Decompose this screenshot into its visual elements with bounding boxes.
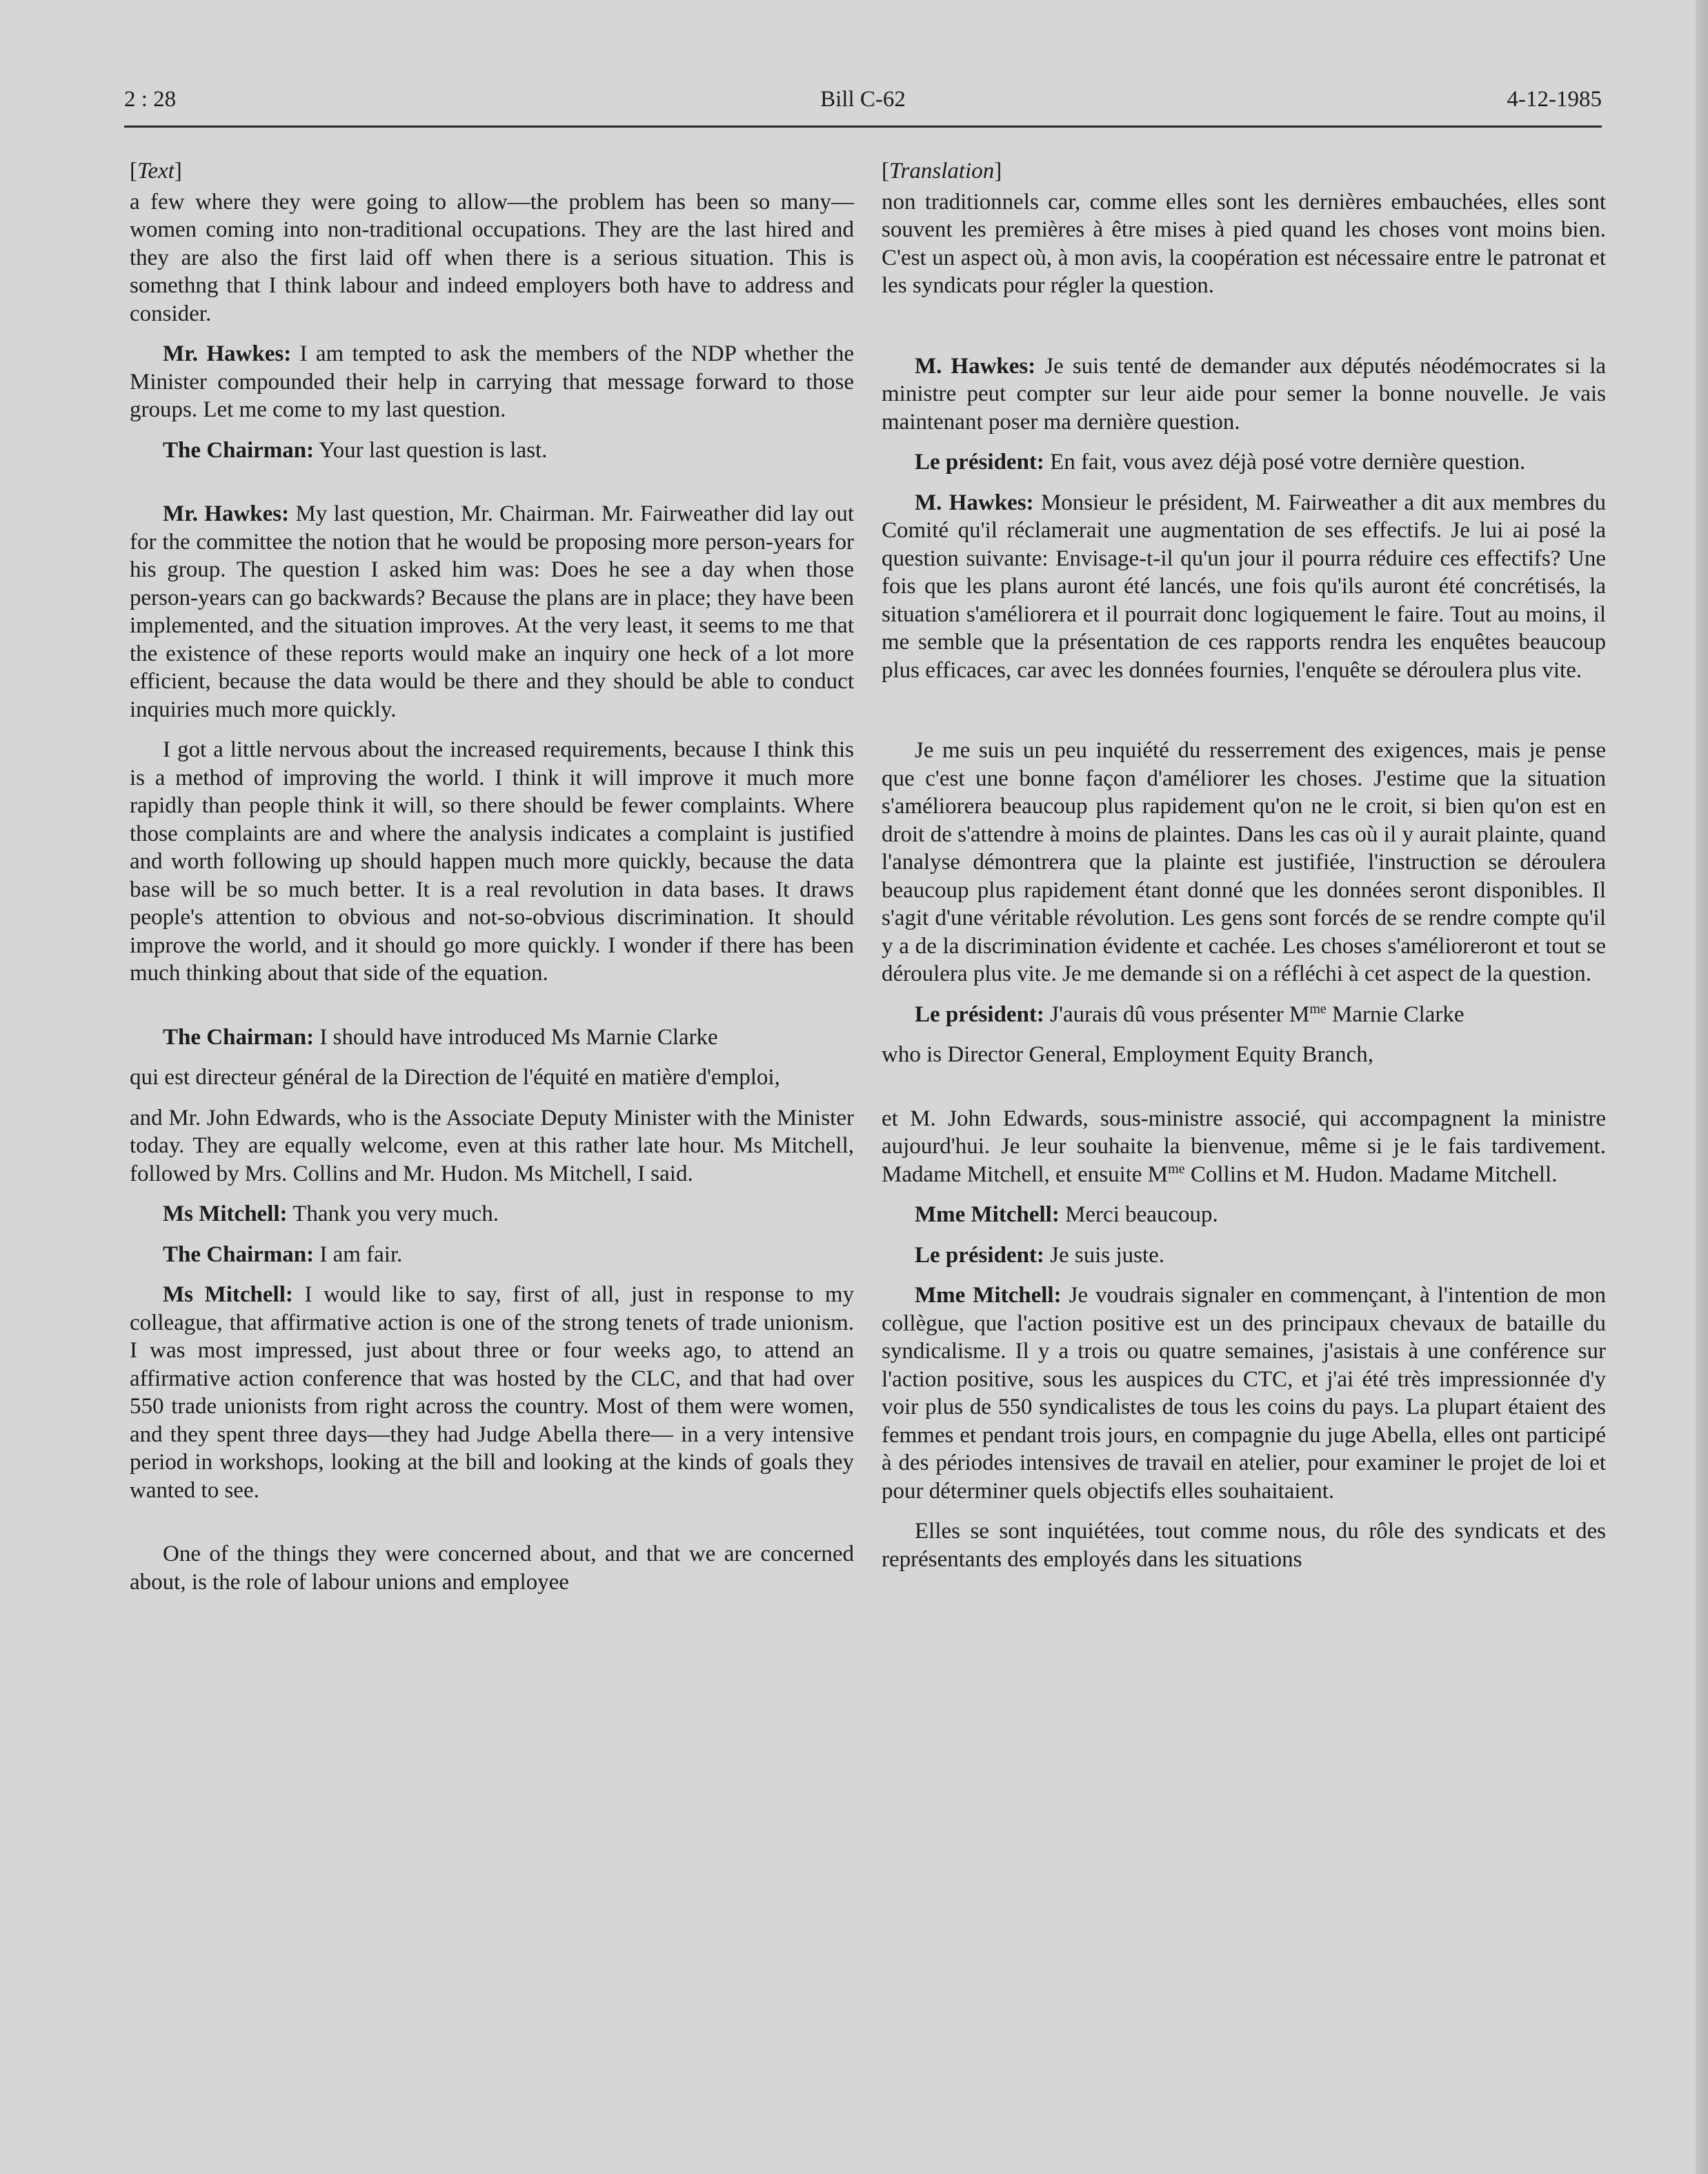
paragraph: I got a little nervous about the increased requirements, because I think this is a method of improving the world. I think it will improve it much more rapidly than people think it will, so there should be fewer complaints. Where those complaints are and where the analysis indicates a complaint is justified and worth following up should happen much more quickly, because the data base will be so much better. It is a real revolution in data bases. It draws people's attention to obvious and not-so-obvious discrimination. It should improve the world, and it should go more quickly. I wonder if there has been much thinking about that side of the equation. (130, 737, 854, 986)
speaker: M. Hawkes: (915, 490, 1034, 515)
text-tag: [Text] (130, 159, 182, 183)
paragraph: The Chairman: I should have introduced Ms Marnie Clarke (163, 1024, 718, 1050)
paragraph: et M. John Edwards, sous-ministre associé, qui accompagnent la ministre aujourd'hui. Je leur souhaite la bienvenue, même si je le fais tardivement. Madame Mitchell, et ensuite $M^{me}$ Collins et M. Hudon. Madame Mitchell. (882, 1106, 1606, 1187)
paragraph: Mr. Hawkes: I am tempted to ask the members of the NDP whether the Minister compounded their help in carrying that message forward to those groups. Let me come to my last question. (130, 341, 854, 422)
speaker: Ms Mitchell: (163, 1201, 288, 1226)
paragraph: M. Hawkes: Je suis tenté de demander aux députés néodémocrates si la ministre peut compter sur leur aide pour semer la bonne nouvelle. Je vais maintenant poser ma dernière question. (882, 353, 1607, 435)
paragraph: Mme Mitchell: Je voudrais signaler en commençant, à l'intention de mon collègue, que l'action positive est un des principaux chevaux de bataille du syndicalisme. Il y a trois ou quatre semaines, j'asistais à une conférence sur l'action positive, sous les auspices du CTC, et j'ai été très impressionnée d'y voir plus de 550 syndicalistes de tous les coins du pays. La plupart étaient des femmes et pendant trois jours, en compagnie du juge Abella, elles ont participé à des périodes intensives de travail en atelier, pour examiner le projet de loi et pour déterminer quels objectifs elles souhaitaient. (882, 1283, 1606, 1504)
paragraph: Le président: J'aurais dû vous présenter $M^{me}$ Marnie Clarke (915, 1001, 1464, 1027)
speaker: Mme Mitchell: (915, 1283, 1062, 1308)
paragraph: and Mr. John Edwards, who is the Associate Deputy Minister with the Minister today. They are equally welcome, even at this rather late hour. Ms Mitchell, followed by Mrs. Collins and Mr. Hudon. Ms Mitchell, I said. (130, 1105, 854, 1186)
speaker: The Chairman: (163, 1241, 315, 1267)
paragraph: who is Director General, Employment Equity Branch, (882, 1042, 1373, 1067)
speaker: Le président: (915, 450, 1044, 475)
paragraph: qui est directeur général de la Direction de l'équité en matière d'emploi, (130, 1065, 780, 1090)
speaker: Le président: (915, 1001, 1044, 1027)
bill-title: Bill C-62 (820, 87, 906, 112)
paragraph: The Chairman: Your last question is last. (163, 437, 548, 463)
translation-column (882, 157, 1606, 1586)
paragraph: Mme Mitchell: Merci beaucoup. (915, 1202, 1218, 1227)
speaker: Mr. Hawkes: (163, 501, 290, 526)
paragraph: One of the things they were concerned about, and that we are concerned about, is the role of labour unions and employee (130, 1542, 854, 1595)
paragraph: Le président: Je suis juste. (915, 1242, 1165, 1268)
speaker: M. Hawkes: (915, 353, 1036, 379)
paragraph: Elles se sont inquiétées, tout comme nous, du rôle des syndicats et des représentants des employés dans les situations (882, 1519, 1606, 1572)
header-date: 4-12-1985 (1507, 87, 1602, 112)
translation-tag: [Translation] (882, 159, 1002, 183)
speaker: Le président: (915, 1242, 1044, 1268)
english-column (130, 157, 854, 1608)
paragraph: The Chairman: I am fair. (163, 1241, 403, 1267)
speaker: Mr. Hawkes: (163, 341, 292, 366)
page-edge (1696, 0, 1708, 2174)
page-number: 2 : 28 (124, 87, 177, 112)
speaker: The Chairman: (163, 437, 315, 463)
paragraph: Le président: En fait, vous avez déjà posé votre dernière question. (915, 450, 1526, 475)
speaker: The Chairman: (163, 1024, 315, 1050)
page-header (124, 84, 1602, 128)
paragraph: non traditionnels car, comme elles sont les dernières embauchées, elles sont souvent les premières à être mises à pied quand les choses vont moins bien. C'est un aspect où, à mon avis, la coopération est nécessaire entre le patronat et les syndicats pour régler la question. (882, 189, 1606, 298)
paragraph: Je me suis un peu inquiété du resserrement des exigences, mais je pense que c'est une bonne façon d'améliorer les choses. J'estime que la situation s'améliorera beaucoup plus rapidement qu'on ne le croit, si bien qu'on est en droit de s'attendre à moins de plaintes. Dans les cas où il y aurait plainte, quand l'analyse démontrera que la plainte est justifiée, l'instruction se déroulera beaucoup plus rapidement étant donné que les données seront disponibles. Il s'agit d'une véritable révolution. Les gens sont forcés de se rendre compte qu'il y a de la discrimination évidente et cachée. Les choses s'amélioreront et tout se déroulera plus vite. Je me demande si on a réfléchi à cet aspect de la question. (882, 738, 1606, 986)
speaker: Ms Mitchell: (163, 1282, 293, 1307)
paragraph: Ms Mitchell: I would like to say, first of all, just in response to my colleague, that affirmative action is one of the strong tenets of trade unionism. I was most impressed, just about three or four weeks ago, to attend an affirmative action conference that was hosted by the CLC, and that had over 550 trade unionists from right across the country. Most of them were women, and they spent three days—they had Judge Abella there— in a very intensive period in workshops, looking at the bill and looking at the kinds of goals they wanted to see. (130, 1282, 854, 1503)
paragraph: M. Hawkes: Monsieur le président, M. Fairweather a dit aux membres du Comité qu'il réclamerait une augmentation de ses effectifs. Je lui ai posé la question suivante: Envisage-t-il qu'un jour il pourra réduire ces effectifs? Une fois que les plans auront été lancés, une fois qu'ils auront été concrétisés, la situation s'améliorera et il pourrait donc logiquement le faire. Tout au moins, il me semble que la présentation de ces rapports rendra les enquêtes beaucoup plus efficaces, car avec les données fournies, l'enquête se déroulera plus vite. (882, 490, 1607, 683)
paragraph: Mr. Hawkes: My last question, Mr. Chairman. Mr. Fairweather did lay out for the committee the notion that he would be proposing more person-years for his group. The question I asked him was: Does he see a day when those person-years can go backwards? Because the plans are in place; they have been implemented, and the situation improves. At the very least, it seems to me that the existence of these reports would make an inquiry one heck of a lot more efficient, because the data would be there and they should be able to conduct inquiries much more quickly. (130, 501, 854, 722)
paragraph: a few where they were going to allow—the problem has been so many—women coming into non-traditional occupations. They are the last hired and they are also the first laid off when there is a serious situation. This is somethng that I think labour and indeed employers both have to address and consider. (130, 189, 854, 326)
paragraph: Ms Mitchell: Thank you very much. (163, 1201, 499, 1226)
speaker: Mme Mitchell: (915, 1202, 1060, 1227)
